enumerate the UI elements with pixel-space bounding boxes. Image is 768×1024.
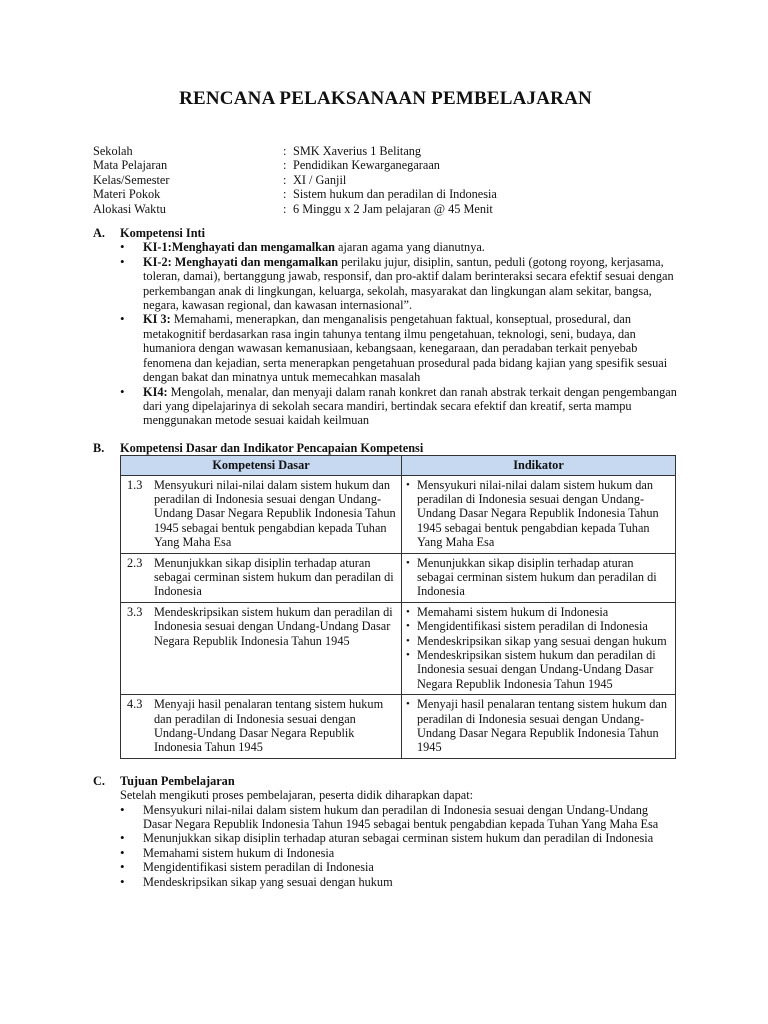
section-kompetensi-inti: [93, 226, 678, 428]
info-colon: :: [283, 201, 287, 216]
indicator-list: [406, 697, 671, 755]
section-kompetensi-dasar: [93, 441, 678, 759]
info-label: Sekolah: [93, 144, 133, 158]
info-value: SMK Xaverius 1 Belitang: [293, 144, 422, 158]
info-value: XI / Ganjil: [293, 172, 347, 187]
info-label: Materi Pokok: [93, 187, 161, 202]
info-colon: :: [283, 187, 287, 202]
table-row: [121, 695, 676, 759]
list-item: • Mengidentifikasi sistem peradilan di Indonesia: [406, 619, 671, 633]
list-item: • Mengidentifikasi sistem peradilan di Indonesia: [120, 860, 678, 874]
list-item: [120, 312, 678, 384]
list-item: • Menyaji hasil penalaran tentang sistem hukum dan peradilan di Indonesia sesuai dengan Undang-Undang Dasar Negara Republik Indonesia Tahun 1945: [406, 697, 671, 755]
indicator-cell: [402, 475, 676, 553]
info-colon: :: [283, 158, 287, 173]
kd-number: 3.3: [127, 604, 143, 619]
ki-term: KI4:: [143, 384, 168, 399]
indicator-cell: [402, 602, 676, 694]
list-item: [120, 255, 678, 313]
indicator-list: [406, 478, 671, 550]
list-item: • Mensyukuri nilai-nilai dalam sistem hukum dan peradilan di Indonesia sesuai dengan Undang-Undang Dasar Negara Republik Indonesia Tahun 1945 sebagai bentuk pengabdian kepada Tuhan Yang Maha Esa: [120, 803, 678, 832]
ki-text: ajaran agama yang dianutnya.: [334, 240, 485, 255]
kd-text: Menyaji hasil penalaran tentang sistem hukum dan peradilan di Indonesia sesuai dengan Undang-Undang Dasar Negara Republik Indonesia Tahun 1945: [154, 697, 384, 755]
ki-term: KI 3:: [143, 312, 171, 327]
section-intro: Setelah mengikuti proses pembelajaran, peserta didik diharapkan dapat:: [120, 788, 474, 803]
list-item: • Mendeskripsikan sikap yang sesuai dengan hukum: [120, 875, 678, 889]
ki-term: KI-2: Menghayati dan mengamalkan: [143, 254, 339, 269]
ki-text: Mengolah, menalar, dan menyaji dalam ranah konkret dan ranah abstrak terkait dengan pengembangan dari yang dipelajarinya di sekolah secara mandiri, bertindak secara efektif dan kreatif, serta mampu menggunakan metode sesuai kaidah keilmuan: [143, 384, 677, 428]
ki-list: [93, 240, 678, 427]
list-item: [120, 385, 678, 428]
indicator-cell: [402, 553, 676, 602]
kd-text: Mensyukuri nilai-nilai dalam sistem hukum dan peradilan di Indonesia sesuai dengan Undang-Undang Dasar Negara Republik Indonesia Tahun 1945 sebagai bentuk pengabdian kepada Tuhan Yang Maha Esa: [154, 477, 396, 550]
list-item: • Mendeskripsikan sikap yang sesuai dengan hukum: [406, 634, 671, 648]
section-title: Tujuan Pembelajaran: [120, 773, 235, 788]
table-header-row: [121, 456, 676, 475]
section-tujuan-pembelajaran: [93, 774, 678, 889]
info-colon: :: [283, 144, 287, 158]
info-row: [93, 202, 678, 216]
info-value: Pendidikan Kewarganegaraan: [293, 158, 440, 173]
kd-number: 2.3: [127, 555, 143, 570]
column-header: Indikator: [402, 456, 676, 475]
kd-indicator-table: [120, 455, 676, 759]
section-title: Kompetensi Inti: [120, 226, 206, 241]
info-label: Mata Pelajaran: [93, 158, 168, 173]
info-row: [93, 158, 678, 172]
kd-text: Mendeskripsikan sistem hukum dan peradilan di Indonesia sesuai dengan Undang-Undang Dasar Negara Republik Indonesia Tahun 1945: [154, 604, 393, 648]
table-row: [121, 602, 676, 694]
info-row: [93, 144, 678, 158]
list-item: • Mensyukuri nilai-nilai dalam sistem hukum dan peradilan di Indonesia sesuai dengan Undang-Undang Dasar Negara Republik Indonesia Tahun 1945 sebagai bentuk pengabdian kepada Tuhan Yang Maha Esa: [406, 478, 671, 550]
kd-cell: [121, 553, 402, 602]
tujuan-list: [93, 803, 678, 889]
list-item: • Memahami sistem hukum di Indonesia: [120, 846, 678, 860]
list-item: [120, 240, 678, 254]
info-label: Kelas/Semester: [93, 172, 170, 187]
ki-text: Memahami, menerapkan, dan menganalisis pengetahuan faktual, konseptual, prosedural, dan metakognitif berdasarkan rasa ingin tahunya tentang ilmu pengetahuan, teknologi, seni, budaya, dan humaniora dengan wawasan kemanusiaan, kebangsaan, kenegaraan, dan peradaban terkait penyebab fenomena dan kejadian, serta menerapkan pengetahuan prosedural pada bidang kajian yang spesifik sesuai dengan bakat dan minatnya untuk memecahkan masalah: [143, 312, 668, 385]
kd-cell: [121, 695, 402, 759]
kd-cell: [121, 475, 402, 553]
list-item: • Memahami sistem hukum di Indonesia: [406, 605, 671, 619]
section-letter: C.: [93, 773, 105, 788]
info-row: [93, 173, 678, 187]
list-item: • Menunjukkan sikap disiplin terhadap aturan sebagai cerminan sistem hukum dan peradilan di Indonesia: [120, 831, 678, 845]
document-title: RENCANA PELAKSANAAN PEMBELAJARAN: [179, 88, 592, 109]
info-value: 6 Minggu x 2 Jam pelajaran @ 45 Menit: [293, 201, 493, 216]
info-label: Alokasi Waktu: [93, 201, 166, 216]
table-row: [121, 553, 676, 602]
section-heading: [93, 774, 678, 788]
info-block: [93, 144, 678, 216]
info-row: [93, 187, 678, 201]
info-colon: :: [283, 172, 287, 187]
section-heading: [93, 226, 678, 240]
list-item: • Mendeskripsikan sistem hukum dan peradilan di Indonesia sesuai dengan Undang-Undang Dasar Negara Republik Indonesia Tahun 1945: [406, 648, 671, 691]
ki-text: perilaku jujur, disiplin, santun, peduli (gotong royong, kerjasama, toleran, damai), bertanggung jawab, responsif, dan pro-aktif dalam berinteraksi secara efektif sesuai dengan perkembangan anak di lingkungan, keluarga, sekolah, masyarakat dan lingkungan alam sekitar, bangsa, negara, kawasan regional, dan kawasan internasional”.: [143, 254, 674, 313]
table-row: [121, 475, 676, 553]
kd-number: 4.3: [127, 697, 143, 712]
kd-number: 1.3: [127, 477, 143, 492]
indicator-list: [406, 605, 671, 691]
section-title: Kompetensi Dasar dan Indikator Pencapaian Kompetensi: [120, 440, 424, 455]
kd-cell: [121, 602, 402, 694]
indicator-cell: [402, 695, 676, 759]
list-item: • Menunjukkan sikap disiplin terhadap aturan sebagai cerminan sistem hukum dan peradilan di Indonesia: [406, 556, 671, 599]
info-value: Sistem hukum dan peradilan di Indonesia: [293, 187, 497, 202]
indicator-list: [406, 556, 671, 599]
section-heading: [93, 441, 678, 455]
section-letter: A.: [93, 226, 105, 241]
section-letter: B.: [93, 440, 105, 455]
kd-text: Menunjukkan sikap disiplin terhadap aturan sebagai cerminan sistem hukum dan peradilan di Indonesia: [154, 555, 394, 599]
column-header: Kompetensi Dasar: [121, 456, 402, 475]
ki-term: KI-1:Menghayati dan mengamalkan: [143, 240, 335, 255]
